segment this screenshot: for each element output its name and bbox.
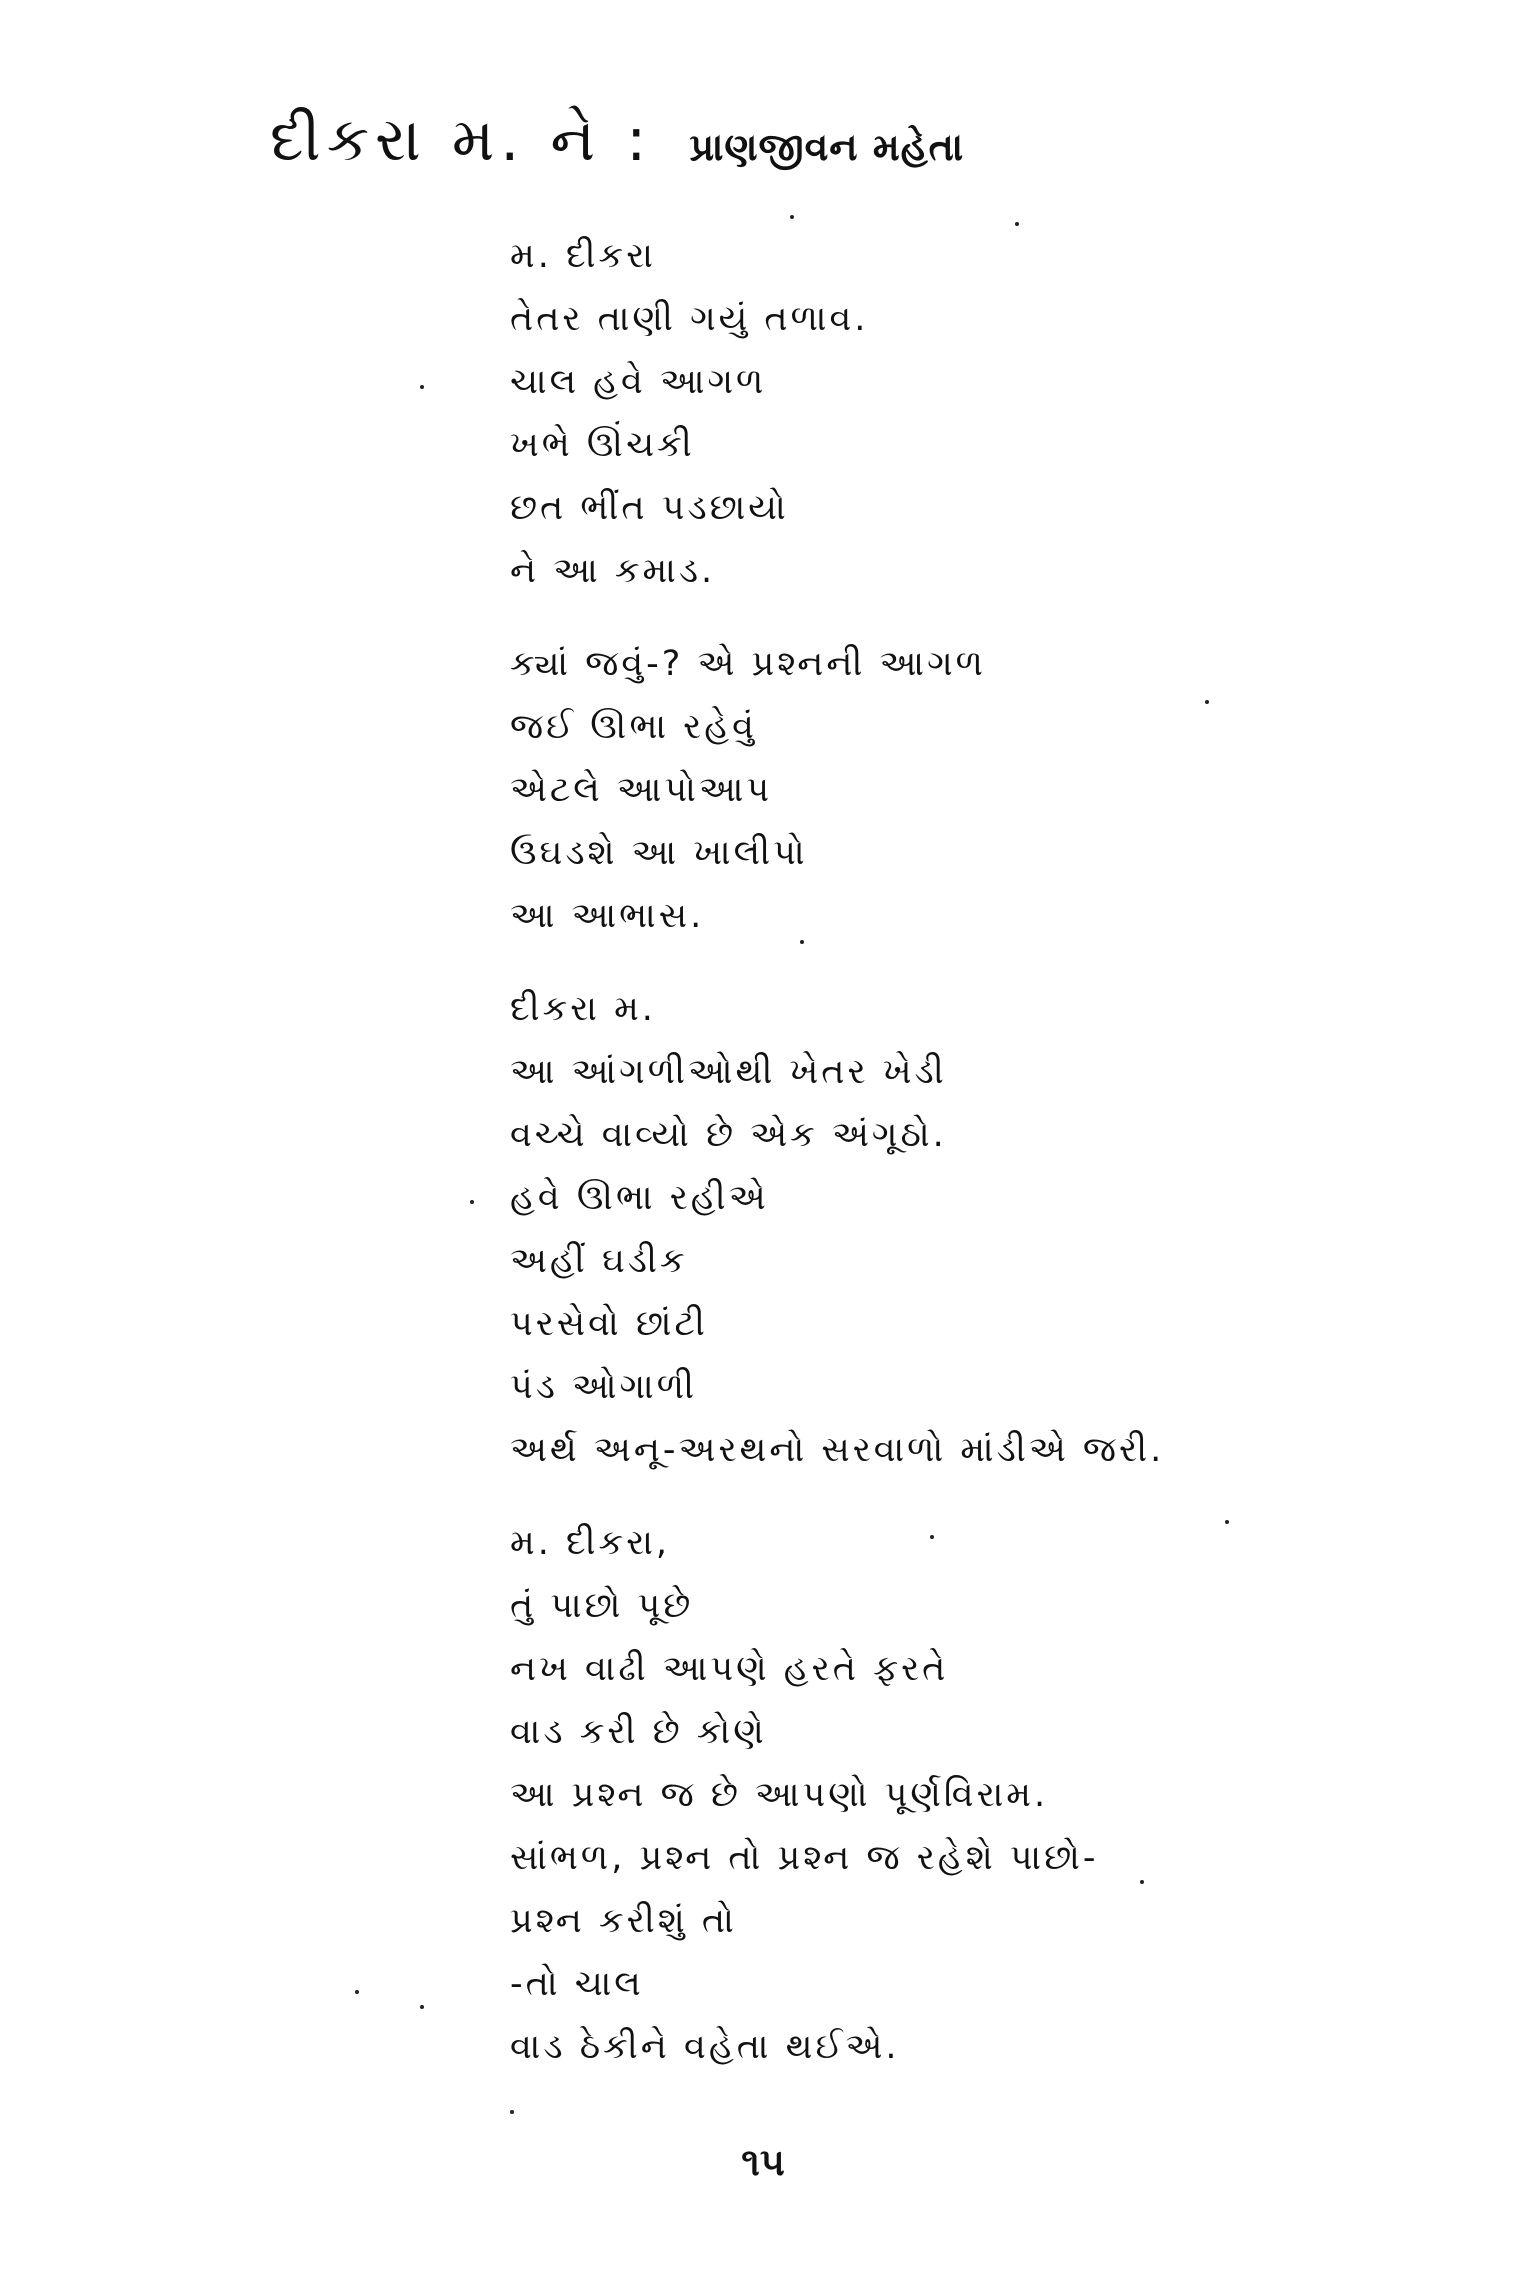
poem-header	[270, 105, 964, 175]
scan-speck	[355, 1990, 359, 1994]
poem-line: મ. દીકરા	[510, 236, 656, 276]
poem-line: પંડ ઓગાળી	[510, 1367, 698, 1407]
scan-speck	[1015, 222, 1019, 226]
poem-line: આ પ્રશ્ન જ છે આપણો પૂર્ણવિરામ.	[510, 1775, 1049, 1815]
poem-line: ચાલ હવે આગળ	[510, 362, 767, 402]
poem-line: સાંભળ, પ્રશ્ન તો પ્રશ્ન જ રહેશે પાછો-	[510, 1838, 1099, 1878]
scan-speck	[790, 215, 794, 219]
poem-line: વચ્ચે વાવ્યો છે એક અંગૂઠો.	[510, 1115, 947, 1155]
poem-line: આ આંગળીઓથી ખેતર ખેડી	[510, 1052, 947, 1092]
poem-line: -તો ચાલ	[510, 1964, 644, 2004]
poem-line: અહીં ઘડીક	[510, 1241, 688, 1281]
poem-line: હવે ઊભા રહીએ	[510, 1178, 769, 1218]
stanza-3	[510, 978, 1290, 1482]
poem-line: છત ભીંત પડછાયો	[510, 488, 789, 528]
poem-line: તેતર તાણી ગયું તળાવ.	[510, 299, 869, 339]
poem-title: દીકરા મ. ને :	[270, 105, 653, 175]
poem-line: અર્થ અનૂ-અરથનો સરવાળો માંડીએ જરી.	[510, 1430, 1165, 1470]
poem-line: પ્રશ્ન કરીશું તો	[510, 1901, 737, 1941]
poem-line: જઈ ઊભા રહેવું	[510, 707, 757, 747]
stanza-4	[510, 1512, 1290, 2079]
poem-line: વાડ કરી છે કોણે	[510, 1712, 767, 1752]
poem-line: તું પાછો પૂછે	[510, 1586, 694, 1626]
stanza-1	[510, 225, 1290, 603]
poem-line: દીકરા મ.	[510, 989, 656, 1029]
page-number: ૧૫	[741, 2140, 785, 2184]
scan-speck	[930, 1535, 934, 1539]
poem-line: ખભે ઊંચકી	[510, 425, 695, 465]
scan-speck	[1140, 1880, 1144, 1884]
scan-speck	[470, 1200, 474, 1204]
poem-line: પરસેવો છાંટી	[510, 1304, 708, 1344]
poem-author: પ્રાણજીવન મહેતા	[689, 125, 965, 169]
scan-speck	[420, 2005, 424, 2009]
poem-line: ક્યાં જવું-? એ પ્રશ્નની આગળ	[510, 644, 986, 684]
scan-speck	[1205, 700, 1209, 704]
poem-line: આ આભાસ.	[510, 896, 705, 936]
scan-speck	[510, 2110, 514, 2114]
poem-line: વાડ ઠેકીને વહેતા થઈએ.	[510, 2027, 900, 2067]
scan-speck	[1225, 1520, 1229, 1524]
scan-speck	[420, 385, 424, 389]
poem-line: એટલે આપોઆપ	[510, 770, 773, 810]
poem-body	[510, 225, 1290, 2109]
poem-line: મ. દીકરા,	[510, 1523, 671, 1563]
stanza-2	[510, 633, 1290, 948]
poem-line: ઉઘડશે આ ખાલીપો	[510, 833, 808, 873]
poem-line: ને આ કમાડ.	[510, 551, 716, 591]
poem-line: નખ વાઢી આપણે હરતે ફરતે	[510, 1649, 949, 1689]
scan-speck	[800, 940, 804, 944]
